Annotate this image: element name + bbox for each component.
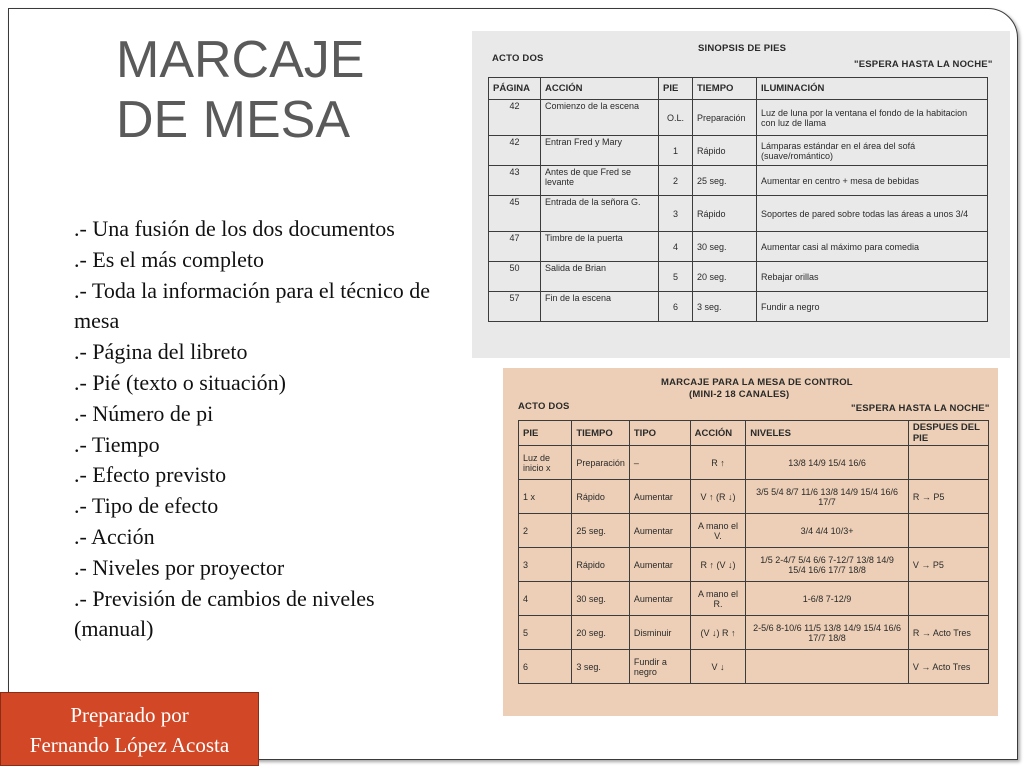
table-cell: 1-6/8 7-12/9	[746, 582, 909, 616]
bullet-item: .- Efecto previsto	[74, 462, 227, 488]
table-cell: R → P5	[908, 480, 988, 514]
scan-top-heading: SINOPSIS DE PIES	[698, 43, 787, 54]
column-header: NIVELES	[746, 421, 909, 446]
table-row	[489, 196, 988, 232]
column-header: TIEMPO	[572, 421, 630, 446]
table-cell: 3/4 4/4 10/3+	[746, 514, 909, 548]
scan-bottom-heading-2: (MINI-2 18 CANALES)	[689, 389, 790, 400]
table-cell: 5	[659, 262, 693, 292]
column-header: PIE	[659, 78, 693, 100]
table-cell: 50	[489, 262, 541, 292]
table-cell: Luz de luna por la ventana el fondo de la habitacion con luz de llama	[757, 100, 988, 136]
table-cell: 30 seg.	[693, 232, 757, 262]
bullet-item: .- Toda la información para el técnico de mesa	[74, 277, 431, 334]
table-cell: 3 seg.	[693, 292, 757, 322]
cue-synopsis-scan	[472, 31, 1010, 358]
table-row	[489, 292, 988, 322]
column-header: DESPUES DEL PIE	[908, 421, 988, 446]
table-cell: A mano el R.	[690, 582, 746, 616]
title-line-2: DE MESA	[116, 91, 351, 149]
credit-box	[0, 692, 259, 766]
table-cell: 1 x	[519, 480, 572, 514]
table-cell: A mano el V.	[690, 514, 746, 548]
table-cell: 42	[489, 100, 541, 136]
scan-bottom-act: ACTO DOS	[518, 401, 570, 412]
bullet-item: .- Niveles por proyector	[74, 554, 285, 580]
bullet-item: .- Tiempo	[74, 431, 160, 457]
table-cell: Entran Fred y Mary	[541, 136, 659, 166]
table-cell: Rápido	[693, 196, 757, 232]
column-header: ACCIÓN	[690, 421, 746, 446]
table-row	[489, 262, 988, 292]
bullet-list	[74, 214, 444, 645]
table-row	[519, 514, 989, 548]
table-row	[519, 616, 989, 650]
scan-bottom-heading-1: MARCAJE PARA LA MESA DE CONTROL	[661, 377, 853, 388]
table-cell: 25 seg.	[572, 514, 630, 548]
table-cell: Entrada de la señora G.	[541, 196, 659, 232]
table-cell: Preparación	[693, 100, 757, 136]
table-cell: Preparación	[572, 446, 630, 480]
table-cell: 3	[519, 548, 572, 582]
table-row	[489, 136, 988, 166]
column-header: PÁGINA	[489, 78, 541, 100]
table-cell	[908, 446, 988, 480]
table-cell: 57	[489, 292, 541, 322]
table-cell: V ↓	[690, 650, 746, 684]
credit-line-1: Preparado por	[70, 703, 189, 727]
control-desk-scan	[503, 368, 998, 716]
credit-line-2: Fernando López Acosta	[29, 733, 230, 757]
table-cell: R ↑ (V ↓)	[690, 548, 746, 582]
table-cell: 20 seg.	[572, 616, 630, 650]
table-cell: 4	[519, 582, 572, 616]
title-line-1: MARCAJE	[116, 31, 365, 89]
table-cell: 4	[659, 232, 693, 262]
scan-top-play: "ESPERA HASTA LA NOCHE"	[854, 59, 993, 70]
table-cell: 3	[659, 196, 693, 232]
scan-bottom-play: "ESPERA HASTA LA NOCHE"	[851, 403, 990, 414]
bullet-item: .- Previsión de cambios de niveles (manual)	[74, 585, 375, 642]
table-cell: Fundir a negro	[629, 650, 690, 684]
table-cell: V → Acto Tres	[908, 650, 988, 684]
table-row	[519, 446, 989, 480]
table-cell: 3 seg.	[572, 650, 630, 684]
table-cell: 6	[659, 292, 693, 322]
table-cell: Comienzo de la escena	[541, 100, 659, 136]
table-cell: 2-5/6 8-10/6 11/5 13/8 14/9 15/4 16/6 17/7 18/8	[746, 616, 909, 650]
column-header: PIE	[519, 421, 572, 446]
table-row	[519, 650, 989, 684]
table-cell: Timbre de la puerta	[541, 232, 659, 262]
table-cell: Rápido	[693, 136, 757, 166]
table-cell: Salida de Brian	[541, 262, 659, 292]
table-cell: Aumentar	[629, 514, 690, 548]
table-cell: 1/5 2-4/7 5/4 6/6 7-12/7 13/8 14/9 15/4 16/6 17/7 18/8	[746, 548, 909, 582]
bullet-item: .- Número de pi	[74, 400, 214, 426]
table-cell: Aumentar	[629, 480, 690, 514]
table-cell: 2	[659, 166, 693, 196]
table-cell: Antes de que Fred se levante	[541, 166, 659, 196]
table-cell: 13/8 14/9 15/4 16/6	[746, 446, 909, 480]
table-cell: Soportes de pared sobre todas las áreas a unos 3/4	[757, 196, 988, 232]
table-cell: Rápido	[572, 548, 630, 582]
table-cell: 43	[489, 166, 541, 196]
slide-title	[116, 30, 446, 150]
table-cell: Lámparas estándar en el área del sofá (suave/romántico)	[757, 136, 988, 166]
table-cell: 6	[519, 650, 572, 684]
table-cell: 1	[659, 136, 693, 166]
bullet-item: .- Página del libreto	[74, 339, 248, 365]
table-cell: Rápido	[572, 480, 630, 514]
table-cell: Luz de inicio x	[519, 446, 572, 480]
table-cell: V ↑ (R ↓)	[690, 480, 746, 514]
table-row	[489, 100, 988, 136]
column-header: TIEMPO	[693, 78, 757, 100]
control-desk-table	[518, 420, 989, 684]
table-cell	[908, 514, 988, 548]
table-cell: 47	[489, 232, 541, 262]
table-cell: O.L.	[659, 100, 693, 136]
column-header: ACCIÓN	[541, 78, 659, 100]
table-row	[489, 166, 988, 196]
bullet-item: .- Tipo de efecto	[74, 493, 219, 519]
table-row	[519, 548, 989, 582]
table-cell: Disminuir	[629, 616, 690, 650]
column-header: ILUMINACIÓN	[757, 78, 988, 100]
scan-top-act: ACTO DOS	[492, 53, 544, 64]
table-cell: (V ↓) R ↑	[690, 616, 746, 650]
table-cell: Fin de la escena	[541, 292, 659, 322]
table-cell: V → P5	[908, 548, 988, 582]
table-cell	[746, 650, 909, 684]
table-cell	[908, 582, 988, 616]
table-cell: Fundir a negro	[757, 292, 988, 322]
cue-synopsis-table	[488, 77, 988, 322]
bullet-item: .- Una fusión de los dos documentos	[74, 216, 395, 241]
bullet-item: .- Pié (texto o situación)	[74, 369, 287, 395]
column-header: TIPO	[629, 421, 690, 446]
table-cell: Aumentar casi al máximo para comedia	[757, 232, 988, 262]
table-row	[519, 480, 989, 514]
table-cell: Aumentar	[629, 582, 690, 616]
table-cell: 2	[519, 514, 572, 548]
table-cell: 30 seg.	[572, 582, 630, 616]
table-cell: 20 seg.	[693, 262, 757, 292]
table-row	[519, 582, 989, 616]
table-cell: 3/5 5/4 8/7 11/6 13/8 14/9 15/4 16/6 17/7	[746, 480, 909, 514]
bullet-item: .- Acción	[74, 523, 155, 549]
table-row	[489, 232, 988, 262]
table-cell: 45	[489, 196, 541, 232]
table-cell: 42	[489, 136, 541, 166]
table-cell: R ↑	[690, 446, 746, 480]
table-cell: Rebajar orillas	[757, 262, 988, 292]
table-cell: 5	[519, 616, 572, 650]
table-cell: Aumentar en centro + mesa de bebidas	[757, 166, 988, 196]
table-cell: 25 seg.	[693, 166, 757, 196]
table-cell: Aumentar	[629, 548, 690, 582]
table-cell: –	[629, 446, 690, 480]
table-cell: R → Acto Tres	[908, 616, 988, 650]
bullet-item: .- Es el más completo	[74, 246, 265, 272]
